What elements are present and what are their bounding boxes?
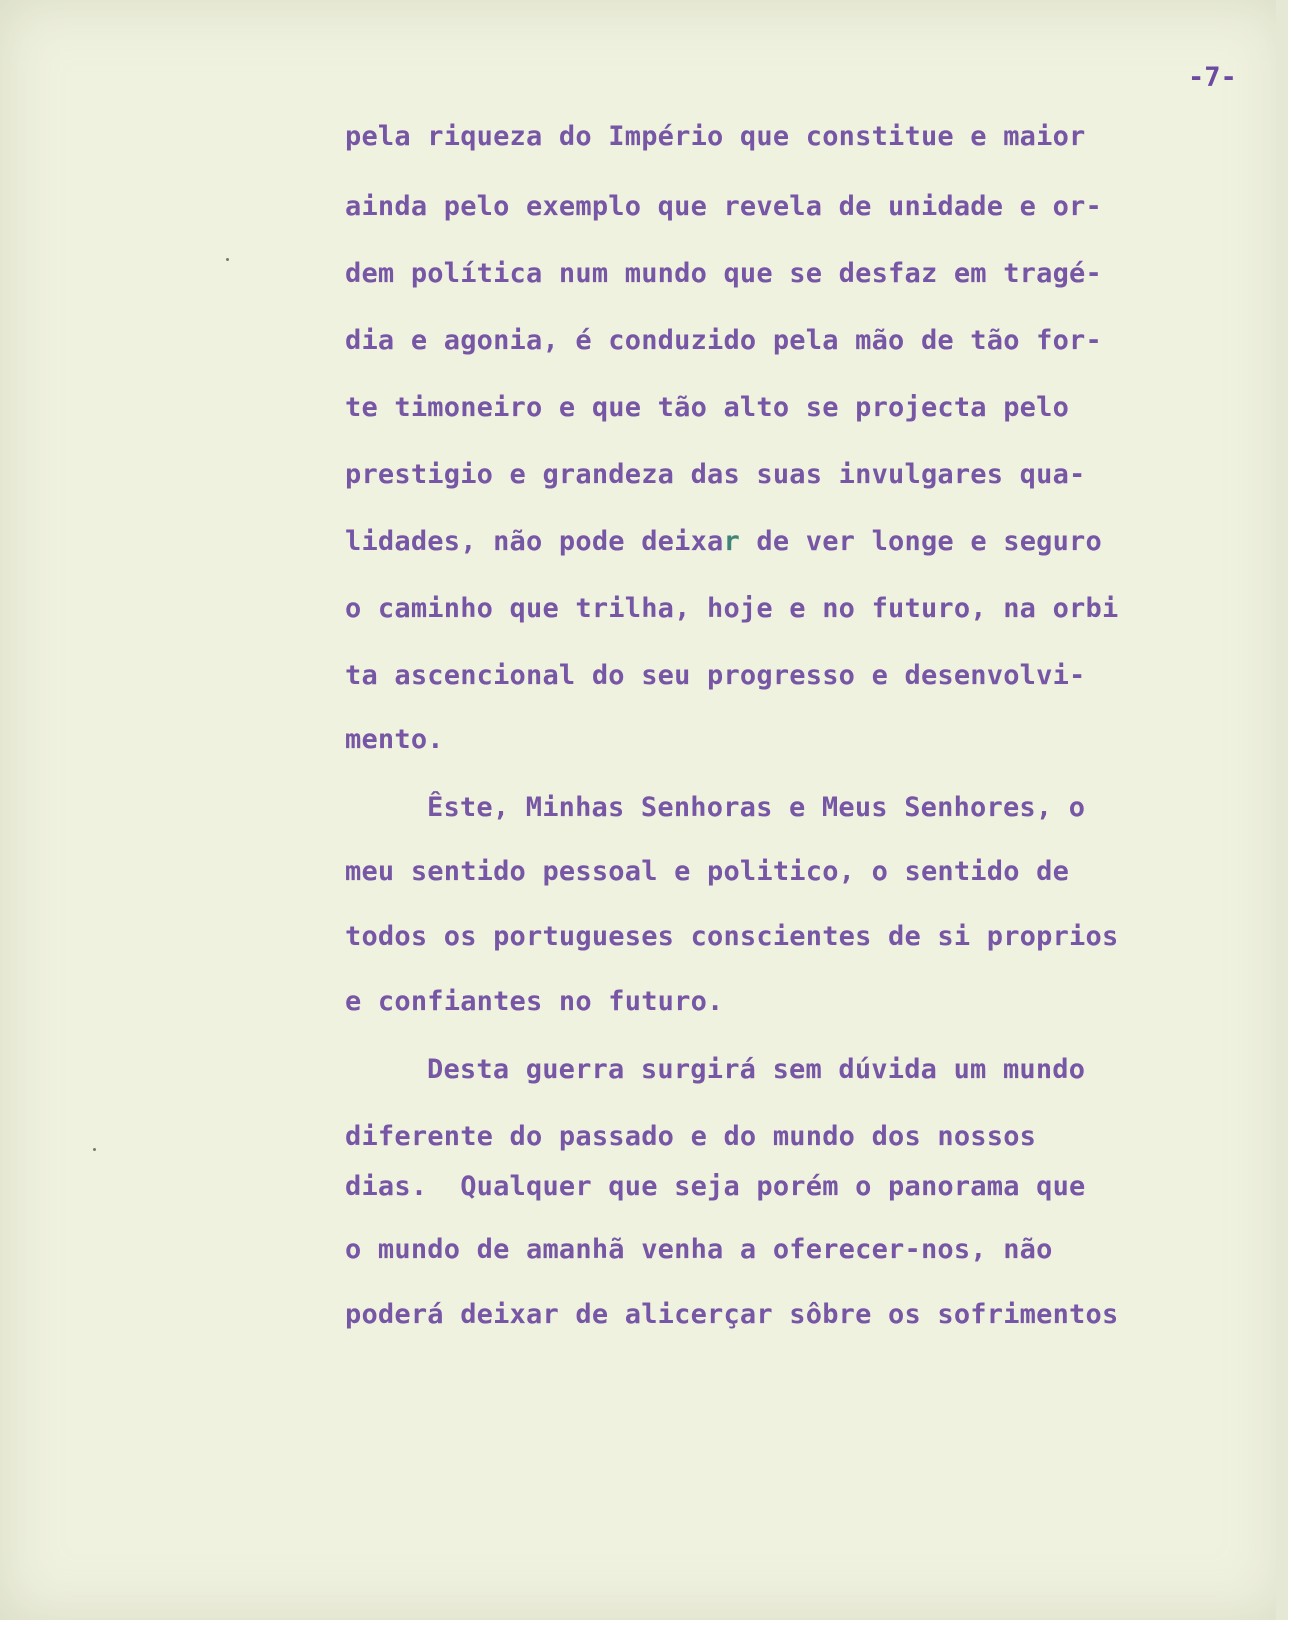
text-fragment: de ver longe e seguro <box>739 526 1102 557</box>
text-line: dias. Qualquer que seja porém o panorama que <box>345 1171 1086 1202</box>
text-line: Êste, Minhas Senhoras e Meus Senhores, o <box>427 792 1086 823</box>
text-line-with-correction <box>345 522 1102 562</box>
text-line: pela riqueza do Império que constitue e maior <box>345 121 1086 152</box>
paper-edge <box>1276 0 1288 1620</box>
text-line: e confiantes no futuro. <box>345 986 724 1017</box>
text-line: o caminho que trilha, hoje e no futuro, na orbi <box>345 593 1119 624</box>
text-line: te timoneiro e que tão alto se projecta pelo <box>345 392 1070 423</box>
text-line: Desta guerra surgirá sem dúvida um mundo <box>427 1054 1086 1085</box>
text-line: meu sentido pessoal e politico, o sentido de <box>345 856 1070 887</box>
text-line: prestigio e grandeza das suas invulgares qua- <box>345 459 1086 490</box>
page-number: -7- <box>1188 62 1237 93</box>
stray-mark <box>93 1148 96 1151</box>
text-line: o mundo de amanhã venha a oferecer-nos, não <box>345 1234 1053 1265</box>
text-fragment: lidades, não pode deixa <box>345 526 724 557</box>
text-line: diferente do passado e do mundo dos nossos <box>345 1121 1037 1152</box>
text-line: todos os portugueses conscientes de si proprios <box>345 921 1119 952</box>
stray-mark <box>226 258 229 261</box>
text-line: dia e agonia, é conduzido pela mão de tão for- <box>345 325 1102 356</box>
text-line: ainda pelo exemplo que revela de unidade e or- <box>345 191 1102 222</box>
handwritten-correction: r <box>723 526 740 557</box>
text-line: dem política num mundo que se desfaz em tragé- <box>345 258 1102 289</box>
text-line: ta ascencional do seu progresso e desenvolvi- <box>345 660 1086 691</box>
text-line: mento. <box>345 724 444 755</box>
text-line: poderá deixar de alicerçar sôbre os sofrimentos <box>345 1299 1119 1330</box>
